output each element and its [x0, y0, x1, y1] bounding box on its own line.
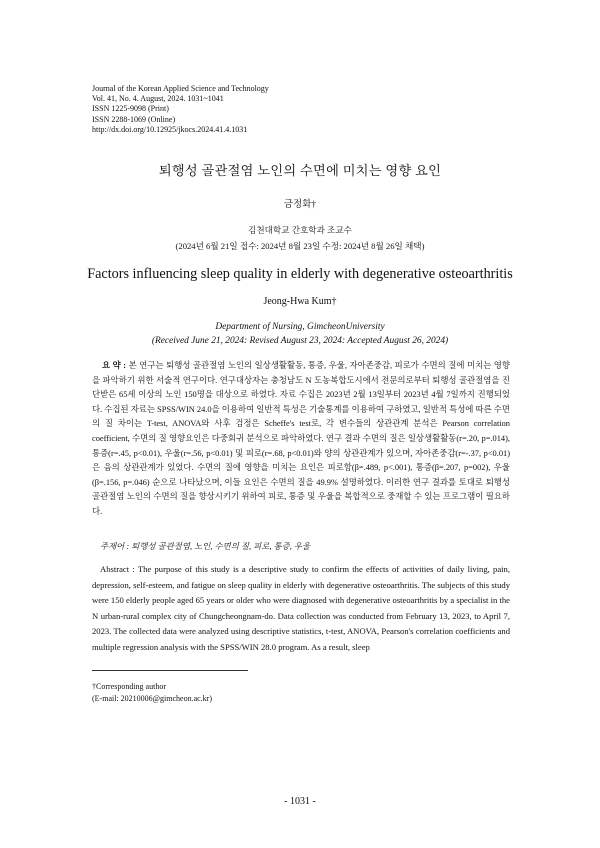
- journal-name: Journal of the Korean Applied Science and Technology: [92, 84, 269, 93]
- journal-issn-online: ISSN 2288-1069 (Online): [92, 114, 176, 124]
- journal-volume: Vol. 41, No. 4. August, 2024. 1031~1041: [92, 94, 224, 104]
- journal-issn-print: ISSN 1225-9098 (Print): [92, 104, 169, 114]
- footnote-corresponding: †Corresponding author: [92, 682, 166, 691]
- abstract-korean-label: 요 약 :: [102, 361, 127, 370]
- footnote-email: (E-mail: 20210006@gimcheon.ac.kr): [92, 694, 212, 703]
- journal-header: [92, 84, 269, 135]
- title-korean: 퇴행성 골관절염 노인의 수면에 미치는 영향 요인: [158, 163, 442, 178]
- dates-korean: (2024년 6월 21일 접수: 2024년 8월 23일 수정: 2024년 8월 26일 채택): [175, 241, 425, 251]
- abstract-english: [92, 562, 510, 656]
- abstract-korean-text: 본 연구는 퇴행성 골관절염 노인의 일상생활활동, 통증, 우울, 자아존중감, 피로가 수면의 질에 미치는 영향을 파악하기 위한 서술적 연구이다. 연구대상자는 충청남도 N 도농복합도시에서 전문의로부터 퇴행성 골관절염을 진단받은 65세 이상의 노인 150명을 대상으로 하였다. 자료 수집은 2023년 2월 13일부터 2023년 4월 7일까지 진행되었다. 수집된 자료는 SPSS/WIN 24.0을 이용하여 일반적 특성은 기술통계를 이용하여 구하였고, 일반적 특성에 따른 수면의 질 차이는 T-test, ANOVA와 사후 검정은 Scheffe's test로, 각 변수들의 상관관계 분석은 Pearson correlation coefficient, 수면의 질 영향요인은 다중회귀 분석으로 파악하였다. 연구 결과 수면의 질은 일상생활활동(r=.20, p=.014), 통증(r=.45, p<0.01), 우울(r=.56, p<0.01) 및 피로(r=.68, p<0.01)와 양의 상관관계가 있으며, 자아존중감(r=-.37, p<0.01)은 음의 상관관계가 있었다. 수면의 질에 영향을 미치는 요인은 피로함(β=.489, p<.001), 통증(β=.207, p=002), 우울(β=.156, p=.046) 순으로 나타났으며, 이들 요인은 수면의 질을 49.9% 설명하였다. 이러한 연구 결과를 토대로 퇴행성 골관절염 노인의 수면의 질을 향상시키기 위하여 피로, 통증 및 우울을 복합적으로 중재할 수 있는 프로그램이 필요하다.: [92, 361, 510, 516]
- author-korean: 금정화†: [283, 200, 317, 210]
- keywords-korean: 주제어 : 퇴행성 골관절염, 노인, 수면의 질, 피로, 통증, 우울: [100, 542, 311, 551]
- page-number: - 1031 -: [284, 796, 316, 807]
- footnote-divider: [92, 670, 248, 671]
- abstract-english-label: Abstract :: [100, 564, 135, 574]
- title-english: Factors influencing sleep quality in elderly with degenerative osteoarthritis: [87, 266, 513, 282]
- journal-doi: http://dx.doi.org/10.12925/jkocs.2024.41.4.1031: [92, 124, 248, 134]
- dates-english: (Received June 21, 2024: Revised August 23, 2024: Accepted August 26, 2024): [151, 336, 449, 346]
- author-english: Jeong-Hwa Kum†: [263, 296, 337, 307]
- footnote: [92, 681, 212, 705]
- abstract-english-text: The purpose of this study is a descriptive study to confirm the effects of activities of daily living, pain, depression, self-esteem, and fatigue on sleep quality in elderly with degenerative osteoarthritis. The subjects of this study were 150 elderly people aged 65 years or older who were diagnosed with degenerative osteoarthritis by a specialist in the N urban-rural complex city of Chungcheongnam-do. Data collection was conducted from February 13, 2023, to April 7, 2023. The collected data were analyzed using descriptive statistics, t-test, ANOVA, Pearson's correlation coefficients and multiple regression analysis with the SPSS/WIN 28.0 program. As a result, sleep: [92, 564, 510, 652]
- department-english: Department of Nursing, GimcheonUniversity: [215, 322, 385, 332]
- affiliation-korean: 김천대학교 간호학과 조교수: [248, 225, 352, 235]
- abstract-korean: [92, 359, 510, 520]
